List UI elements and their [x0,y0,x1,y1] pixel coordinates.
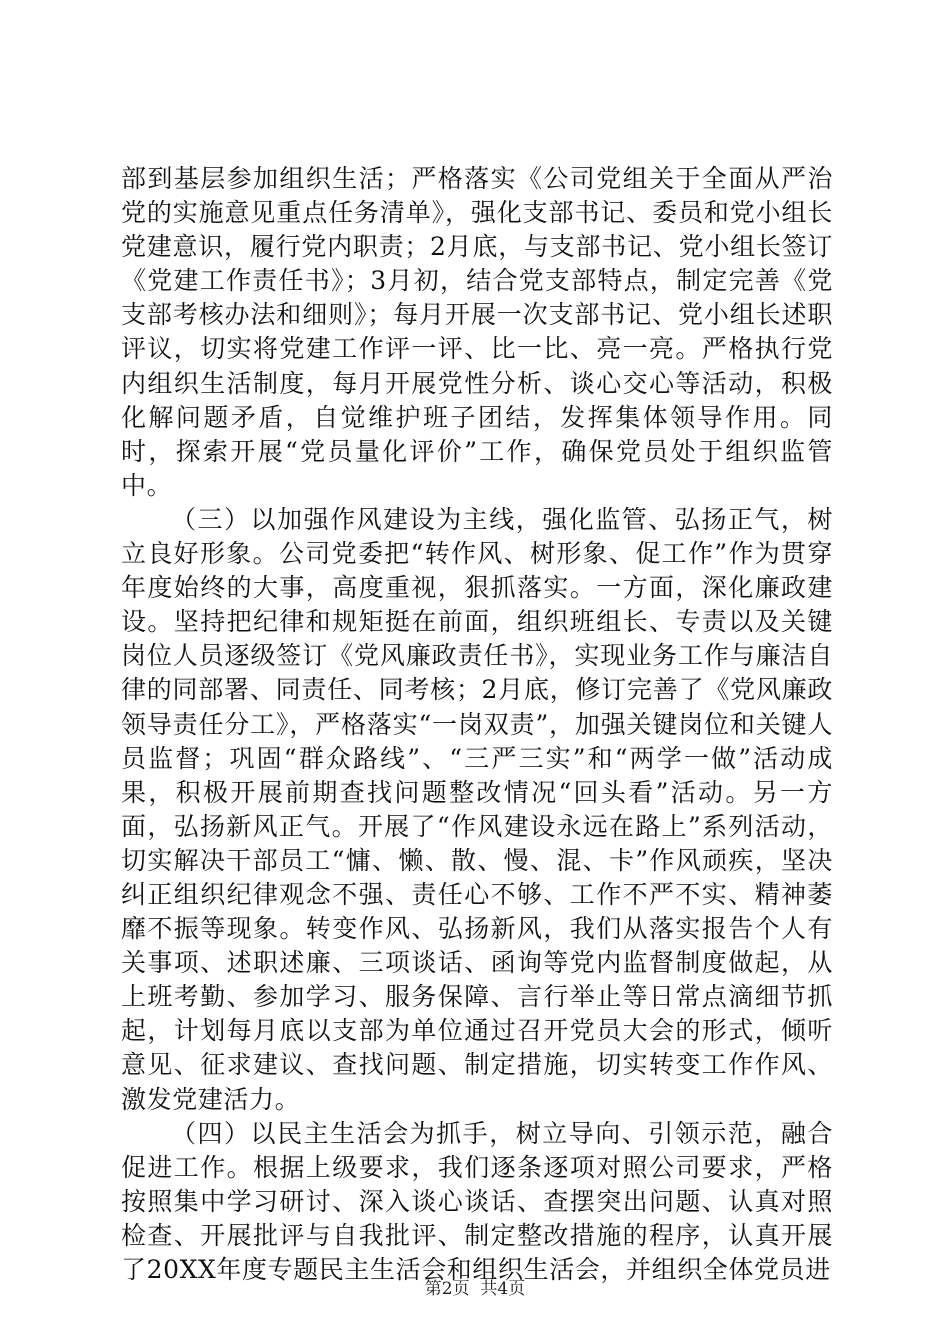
paragraph-continuation: 部到基层参加组织生活；严格落实《公司党组关于全面从严治党的实施意见重点任务清单》，强化支部书记、委员和党小组长党建意识，履行党内职责；2月底，与支部书记、党小组长签订《党建工作责任书》；3月初，结合党支部特点，制定完善《党支部考核办法和细则》；每月开展一次支部书记、党小组长述职评议，切实将党建工作评一评、比一比、亮一亮。严格执行党内组织生活制度，每月开展党性分析、谈心交心等活动，积极化解问题矛盾，自觉维护班子团结，发挥集体领导作用。同时，探索开展“党员量化评价”工作，确保党员处于组织监管中。 [121,164,833,500]
page-footer [0,1274,950,1299]
paragraph-section-three: （三）以加强作风建设为主线，强化监管、弘扬正气，树立良好形象。公司党委把“转作风、树形象、促工作”作为贯穿年度始终的大事，高度重视，狠抓落实。一方面，深化廉政建设。坚持把纪律和规矩挺在前面，组织班组长、专责以及关键岗位人员逐级签订《党风廉政责任书》，实现业务工作与廉洁自律的同部署、同责任、同考核；2月底，修订完善了《党风廉政领导责任分工》，严格落实“一岗双责”，加强关键岗位和关键人员监督；巩固“群众路线”、“三严三实”和“两学一做”活动成果，积极开展前期查找问题整改情况“回头看”活动。另一方面，弘扬新风正气。开展了“作风建设永远在路上”系列活动，切实解决干部员工“慵、懒、散、慢、混、卡”作风顽疾，坚决纠正组织纪律观念不强、责任心不够、工作不严不实、精神萎靡不振等现象。转变作风、弘扬新风，我们从落实报告个人有关事项、述职述廉、三项谈话、函询等党内监督制度做起，从上班考勤、参加学习、服务保障、言行举止等日常点滴细节抓起，计划每月底以支部为单位通过召开党员大会的形式，倾听意见、征求建议、查找问题、制定措施，切实转变工作作风、激发党建活力。 [121,504,833,1114]
paragraph-section-four: （四）以民主生活会为抓手，树立导向、引领示范，融合促进工作。根据上级要求，我们逐条逐项对照公司要求，严格按照集中学习研讨、深入谈心谈话、查摆突出问题、认真对照检查、开展批评与自我批评、制定整改措施的程序，认真开展了20XX年度专题民主生活会和组织生活会，并组织全体党员进 [121,1118,833,1284]
document-body [121,162,833,1287]
page-number-label: 第2页 共4页 [424,1279,526,1299]
